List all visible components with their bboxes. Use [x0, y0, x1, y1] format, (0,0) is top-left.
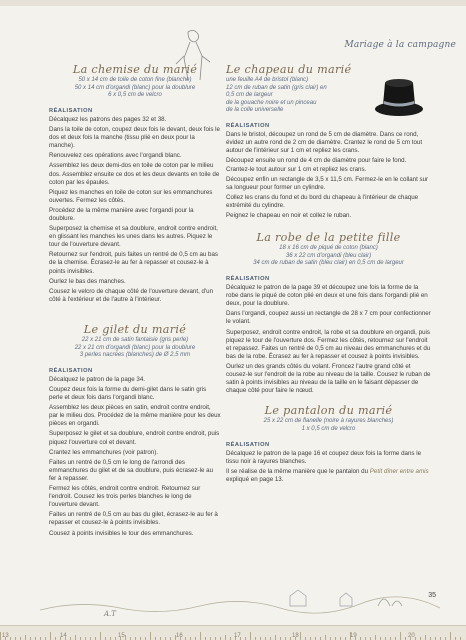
petit-diner-reference-link[interactable]: Petit dîner entre amis [369, 467, 429, 475]
page-header: Mariage à la campagne [344, 40, 456, 50]
ruler-tick [450, 632, 451, 640]
ruler-label: 14 [60, 633, 67, 639]
pantalon-material-2: 1 x 0,5 cm de velcro [301, 425, 356, 432]
chemise-step: Renouvelez ces opérations avec l'organdi blanc. [49, 152, 182, 160]
gilet-material-3: 3 perles nacrées (blanches) de Ø 2,5 mm [79, 352, 191, 359]
ruler-tick [425, 635, 426, 640]
pantalon-title: Le pantalon du marié [264, 404, 393, 418]
ruler-tick [25, 635, 26, 640]
gilet-step: Décalquez le patron de la page 34. [49, 375, 145, 383]
ruler-tick [250, 632, 251, 640]
chapeau-section-heading: RÉALISATION [226, 123, 270, 130]
left-column [49, 60, 221, 540]
ruler-label: 16 [176, 633, 183, 639]
chemise-section-heading: RÉALISATION [49, 107, 93, 114]
gilet-step: Assemblez les deux pièces en satin, endroit contre endroit, par le milieu dos. Procédez de la même manière pour les deux pièces en organdi. [49, 404, 221, 428]
ruler-label: 15 [118, 633, 125, 639]
ruler-tick [300, 632, 301, 640]
ruler-label: 17 [234, 633, 241, 639]
gilet-step: Fermez les côtés, endroit contre endroit. Retournez sur l'endroit. Cousez les trois perles blanches le long de l'ouverture devant. [49, 485, 201, 509]
chapeau-step: Collez les crans du fond et du bord du chapeau à l'intérieur de chaque extrémité du cylindre. [226, 193, 419, 209]
gilet-step: Faites un rentré de 0,5 cm au bas du gilet, écrasez-le au fer à repasser et cousez-le à points invisibles. [49, 511, 218, 527]
ruler-strip [0, 625, 466, 640]
chemise-step: Superposez la chemise et sa doublure, endroit contre endroit, en glissant les manches les unes dans les autres. Piquez le tour de l'ouverture devant. [49, 225, 218, 249]
chemise-material-1: 50 x 14 cm de toile de coton fine (blanche) [78, 77, 192, 84]
chemise-material-3: 6 x 0,5 cm de velcro [108, 92, 162, 99]
gilet-title: Le gilet du marié [83, 322, 187, 336]
ruler-tick [275, 635, 276, 640]
pantalon-step: Décalquez le patron de la page 16 et coupez deux fois la forme dans le tissu noir à rayures blanches. [226, 449, 422, 465]
page-edge [0, 0, 466, 6]
ruler-tick [325, 635, 326, 640]
robe-title: La robe de la petite fille [256, 231, 401, 245]
chapeau-material-3: de la gouache noire et un pinceau [226, 99, 317, 106]
pantalon-step-text-end: expliqué en page 13. [226, 475, 284, 483]
chapeau-step: Dans le bristol, découpez un rond de 5 cm de diamètre. Dans ce rond, évidez un autre rond de 2 cm de diamètre. Crantez le rond de 5 cm tout autour de l'intérieur sur 1 cm et repliez les crans. [226, 131, 423, 155]
chemise-step: Piquez les manches en toile de coton sur les emmanchures ouvertes. Fermez les côtés. [49, 188, 213, 204]
chemise-step: Ourlez le bas des manches. [49, 277, 126, 285]
pantalon-material-1: 25 x 22 cm de flanelle (noire à rayures blanches) [263, 418, 394, 425]
ruler-tick [50, 632, 51, 640]
robe-step: Superposez, endroit contre endroit, la robe et sa doublure en organdi, puis piquez le tour de l'ouverture dos. Fermez les côtés, retournez sur l'endroit et repassez. Faites un rentré de 0,5 cm au niveau des emmanchures et du bas de la robe. Écrasez au fer à repasser et cousez à points invisibles. [226, 328, 431, 360]
ruler-tick [225, 635, 226, 640]
gilet-step: Crantez les emmanchures (voir patron). [49, 448, 159, 456]
chemise-step: Retournez sur l'endroit, puis faites un rentré de 0,5 cm au bas de la chemise. Écrasez-le au fer à repasser et cousez-le à points invisibles. [49, 251, 219, 275]
chemise-step: Cousez le velcro de chaque côté de l'ouverture devant, d'un côté à l'extérieur et de l'autre à l'intérieur. [49, 287, 214, 303]
chapeau-step: Découpez enfin un rectangle de 3,5 x 11,5 cm. Fermez-le en le collant sur sa longueur pour former un cylindre. [226, 175, 429, 191]
ruler-tick [375, 635, 376, 640]
chapeau-step: Peignez le chapeau en noir et collez le ruban. [226, 212, 352, 219]
chemise-step: Décalquez les patrons des pages 32 et 38. [49, 115, 167, 123]
ruler-tick [150, 632, 151, 640]
robe-material-1: 18 x 16 cm de piqué de coton (blanc) [279, 245, 378, 252]
chapeau-material-1: une feuille A4 de bristol (blanc) [226, 77, 309, 84]
gilet-step: Faites un rentré de 0,5 cm le long de l'arrondi des emmanchures du gilet et de sa doublure, puis écrasez-le au fer à repasser. [49, 458, 214, 482]
gilet-step: Coupez deux fois la forme du demi-gilet dans le satin gris perle et deux fois dans l'organdi blanc. [49, 386, 207, 402]
landscape-sketch-illustration [40, 586, 440, 622]
chapeau-step: Découpez ensuite un rond de 4 cm de diamètre pour faire le fond. Crantez-le tout autour sur 1 cm et repliez les crans. [226, 157, 407, 173]
ruler-label: 18 [292, 633, 299, 639]
ruler-tick [200, 632, 201, 640]
top-hat-illustration [373, 75, 425, 119]
ruler-tick [400, 632, 401, 640]
ruler-label: 13 [2, 633, 9, 639]
chapeau-title: Le chapeau du marié [226, 63, 352, 76]
chapeau-material-2: 12 cm de ruban de satin (gris clair) en 0,5 cm de largeur [226, 84, 327, 99]
chapeau-material-4: de la colle universelle [226, 107, 284, 114]
ruler-label: 19 [350, 633, 357, 639]
robe-section-heading: RÉALISATION [226, 275, 270, 282]
gilet-step: Cousez à points invisibles le tour des emmanchures. [49, 529, 194, 537]
page-number: 35 [428, 592, 436, 599]
ruler-label: 20 [408, 633, 415, 639]
robe-step: Dans l'organdi, coupez aussi un rectangle de 28 x 7 cm pour confectionner le volant. [226, 310, 431, 326]
ruler-tick [0, 632, 1, 640]
robe-material-3: 34 cm de ruban de satin (bleu clair) en 0,5 cm de largeur [253, 260, 404, 267]
robe-material-2: 36 x 22 cm d'organdi (bleu clair) [285, 252, 372, 259]
gilet-section-heading: RÉALISATION [49, 367, 93, 374]
chemise-material-2: 50 x 14 cm d'organdi (blanc) pour la doublure [74, 84, 196, 91]
robe-step: Décalquez le patron de la page 39 et découpez une fois la forme de la robe dans le piqué de coton plié en deux et une fois dans l'organdi plié en deux, pour la doublure. [226, 284, 428, 308]
pantalon-step-text: Il se réalise de la même manière que le pantalon du [226, 467, 369, 475]
ruler-tick [75, 635, 76, 640]
pantalon-section-heading: RÉALISATION [226, 441, 270, 448]
robe-step: Ourlez un des grands côtés du volant. Froncez l'autre grand côté et cousez-le sur l'endroit de la robe au niveau de la taille. Cousez le ruban de satin à points invisibles au niveau de la taille en le faisant dépasser de chaque côté pour faire le nœud. [226, 362, 431, 395]
pantalon-step-with-link [226, 468, 431, 484]
right-column [226, 60, 431, 486]
chemise-step: Procédez de la même manière avec l'organdi pour la doublure. [49, 206, 194, 222]
gilet-material-1: 22 x 21 cm de satin fantaisie (gris perle) [81, 337, 189, 344]
ruler-tick [100, 632, 101, 640]
gilet-material-2: 22 x 21 cm d'organdi (blanc) pour la doublure [74, 344, 196, 351]
illustrator-initials: A.T [104, 610, 116, 618]
chemise-title: La chemise du marié [72, 63, 198, 76]
chemise-step: Assemblez les deux demi-dos en toile de coton par le milieu dos. Assemblez ensuite ce dos et les deux devants en toile de coton par les épaules. [49, 162, 220, 186]
chemise-step: Dans la toile de coton, coupez deux fois le devant, deux fois le dos et deux fois la manche (tissu plié en deux pour la manche). [49, 126, 220, 150]
gilet-step: Superposez le gilet et sa doublure, endroit contre endroit, puis piquez l'ouverture col et devant. [49, 430, 220, 446]
ruler-tick [125, 635, 126, 640]
